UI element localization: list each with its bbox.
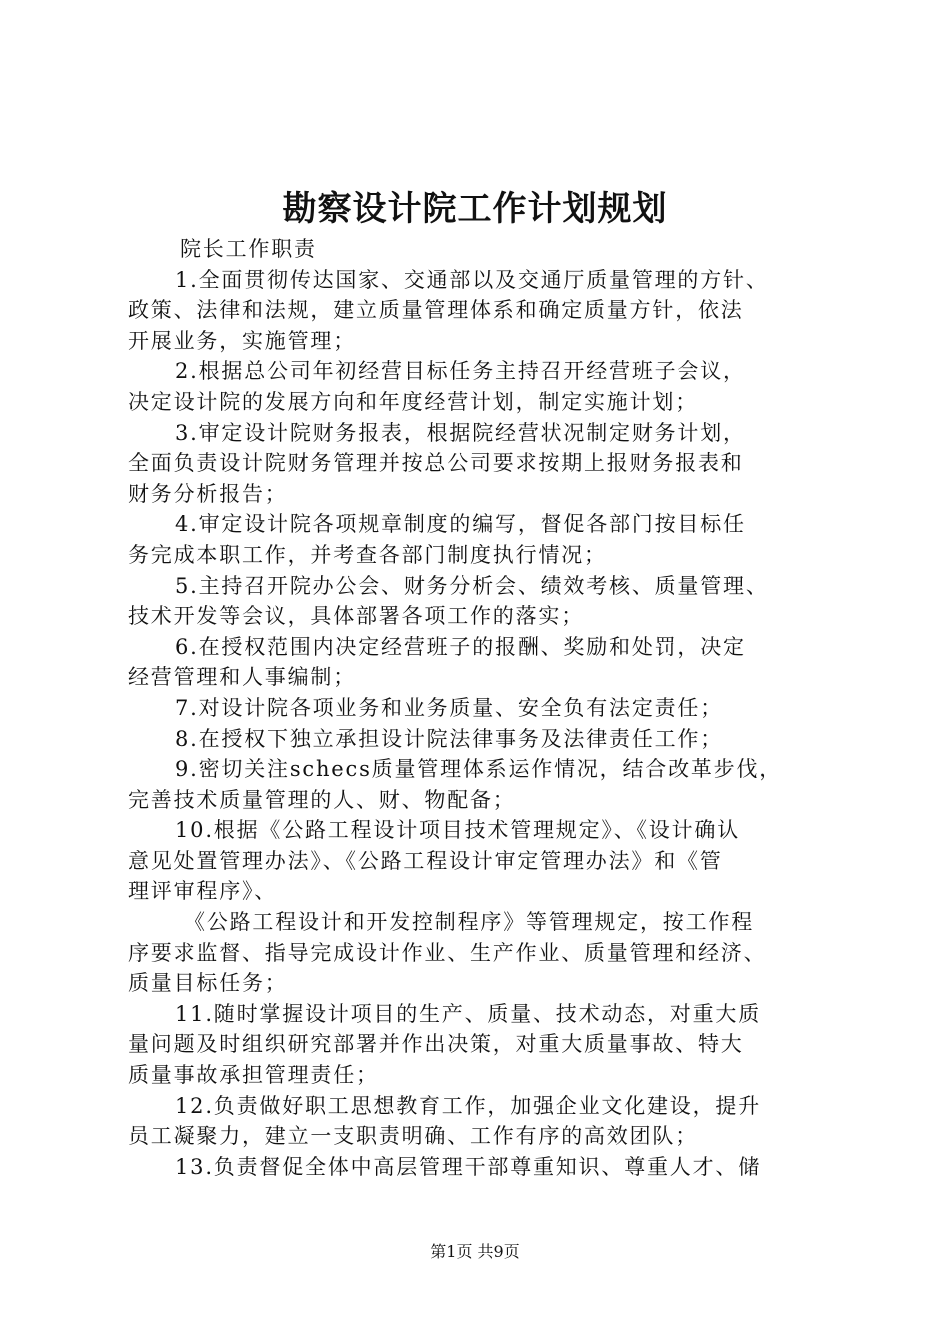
paragraph-line: 完善技术质量管理的人、财、物配备； xyxy=(128,787,516,812)
paragraph-line: 量问题及时组织研究部署并作出决策，对重大质量事故、特大 xyxy=(128,1032,744,1057)
paragraph-line: 政策、法律和法规，建立质量管理体系和确定质量方针，依法 xyxy=(128,298,744,323)
paragraph-line: 8.在授权下独立承担设计院法律事务及法律责任工作； xyxy=(175,726,724,751)
paragraph-line: 13.负责督促全体中高层管理干部尊重知识、尊重人才、储 xyxy=(175,1154,761,1179)
document-title: 勘察设计院工作计划规划 xyxy=(282,189,668,229)
paragraph-line: 9.密切关注schecs质量管理体系运作情况，结合改革步伐， xyxy=(175,757,783,782)
paragraph-line: 11.随时掌握设计项目的生产、质量、技术动态，对重大质 xyxy=(175,1001,761,1026)
paragraph-line: 务完成本职工作，并考查各部门制度执行情况； xyxy=(128,542,607,567)
paragraph-line: 技术开发等会议，具体部署各项工作的落实； xyxy=(128,604,584,629)
paragraph-line: 决定设计院的发展方向和年度经营计划，制定实施计划； xyxy=(128,389,698,414)
paragraph-line: 《公路工程设计和开发控制程序》等管理规定，按工作程 xyxy=(184,910,754,935)
paragraph-line: 5.主持召开院办公会、财务分析会、绩效考核、质量管理、 xyxy=(175,573,769,598)
paragraph-line: 1.全面贯彻传达国家、交通部以及交通厅质量管理的方针、 xyxy=(175,267,769,292)
paragraph-line: 质量目标任务； xyxy=(128,971,288,996)
paragraph-line: 4.审定设计院各项规章制度的编写，督促各部门按目标任 xyxy=(175,512,746,537)
paragraph-line: 6.在授权范围内决定经营班子的报酬、奖励和处罚，决定 xyxy=(175,634,746,659)
paragraph-line: 经营管理和人事编制； xyxy=(128,665,356,690)
paragraph-line: 全面负责设计院财务管理并按总公司要求按期上报财务报表和 xyxy=(128,451,744,476)
paragraph-line: 7.对设计院各项业务和业务质量、安全负有法定责任； xyxy=(175,695,724,720)
paragraph-line: 序要求监督、指导完成设计作业、生产作业、质量管理和经济、 xyxy=(128,940,767,965)
paragraph-line: 财务分析报告； xyxy=(128,481,288,506)
page-footer: 第1页 共9页 xyxy=(430,1242,520,1261)
paragraph-line: 意见处置管理办法》、《公路工程设计审定管理办法》和《管 xyxy=(128,848,723,873)
paragraph-line: 12.负责做好职工思想教育工作，加强企业文化建设，提升 xyxy=(175,1093,761,1118)
paragraph-line: 开展业务，实施管理； xyxy=(128,328,356,353)
paragraph-line: 2.根据总公司年初经营目标任务主持召开经营班子会议， xyxy=(175,359,746,384)
paragraph-line: 10.根据《公路工程设计项目技术管理规定》、《设计确认 xyxy=(175,818,740,843)
paragraph-line: 理评审程序》、 xyxy=(128,879,278,904)
paragraph-line: 员工凝聚力，建立一支职责明确、工作有序的高效团队； xyxy=(128,1124,698,1149)
paragraph-line: 院长工作职责 xyxy=(180,237,317,261)
paragraph-line: 3.审定设计院财务报表，根据院经营状况制定财务计划， xyxy=(175,420,746,445)
document-body xyxy=(128,234,828,1182)
paragraph-line: 质量事故承担管理责任； xyxy=(128,1063,379,1088)
